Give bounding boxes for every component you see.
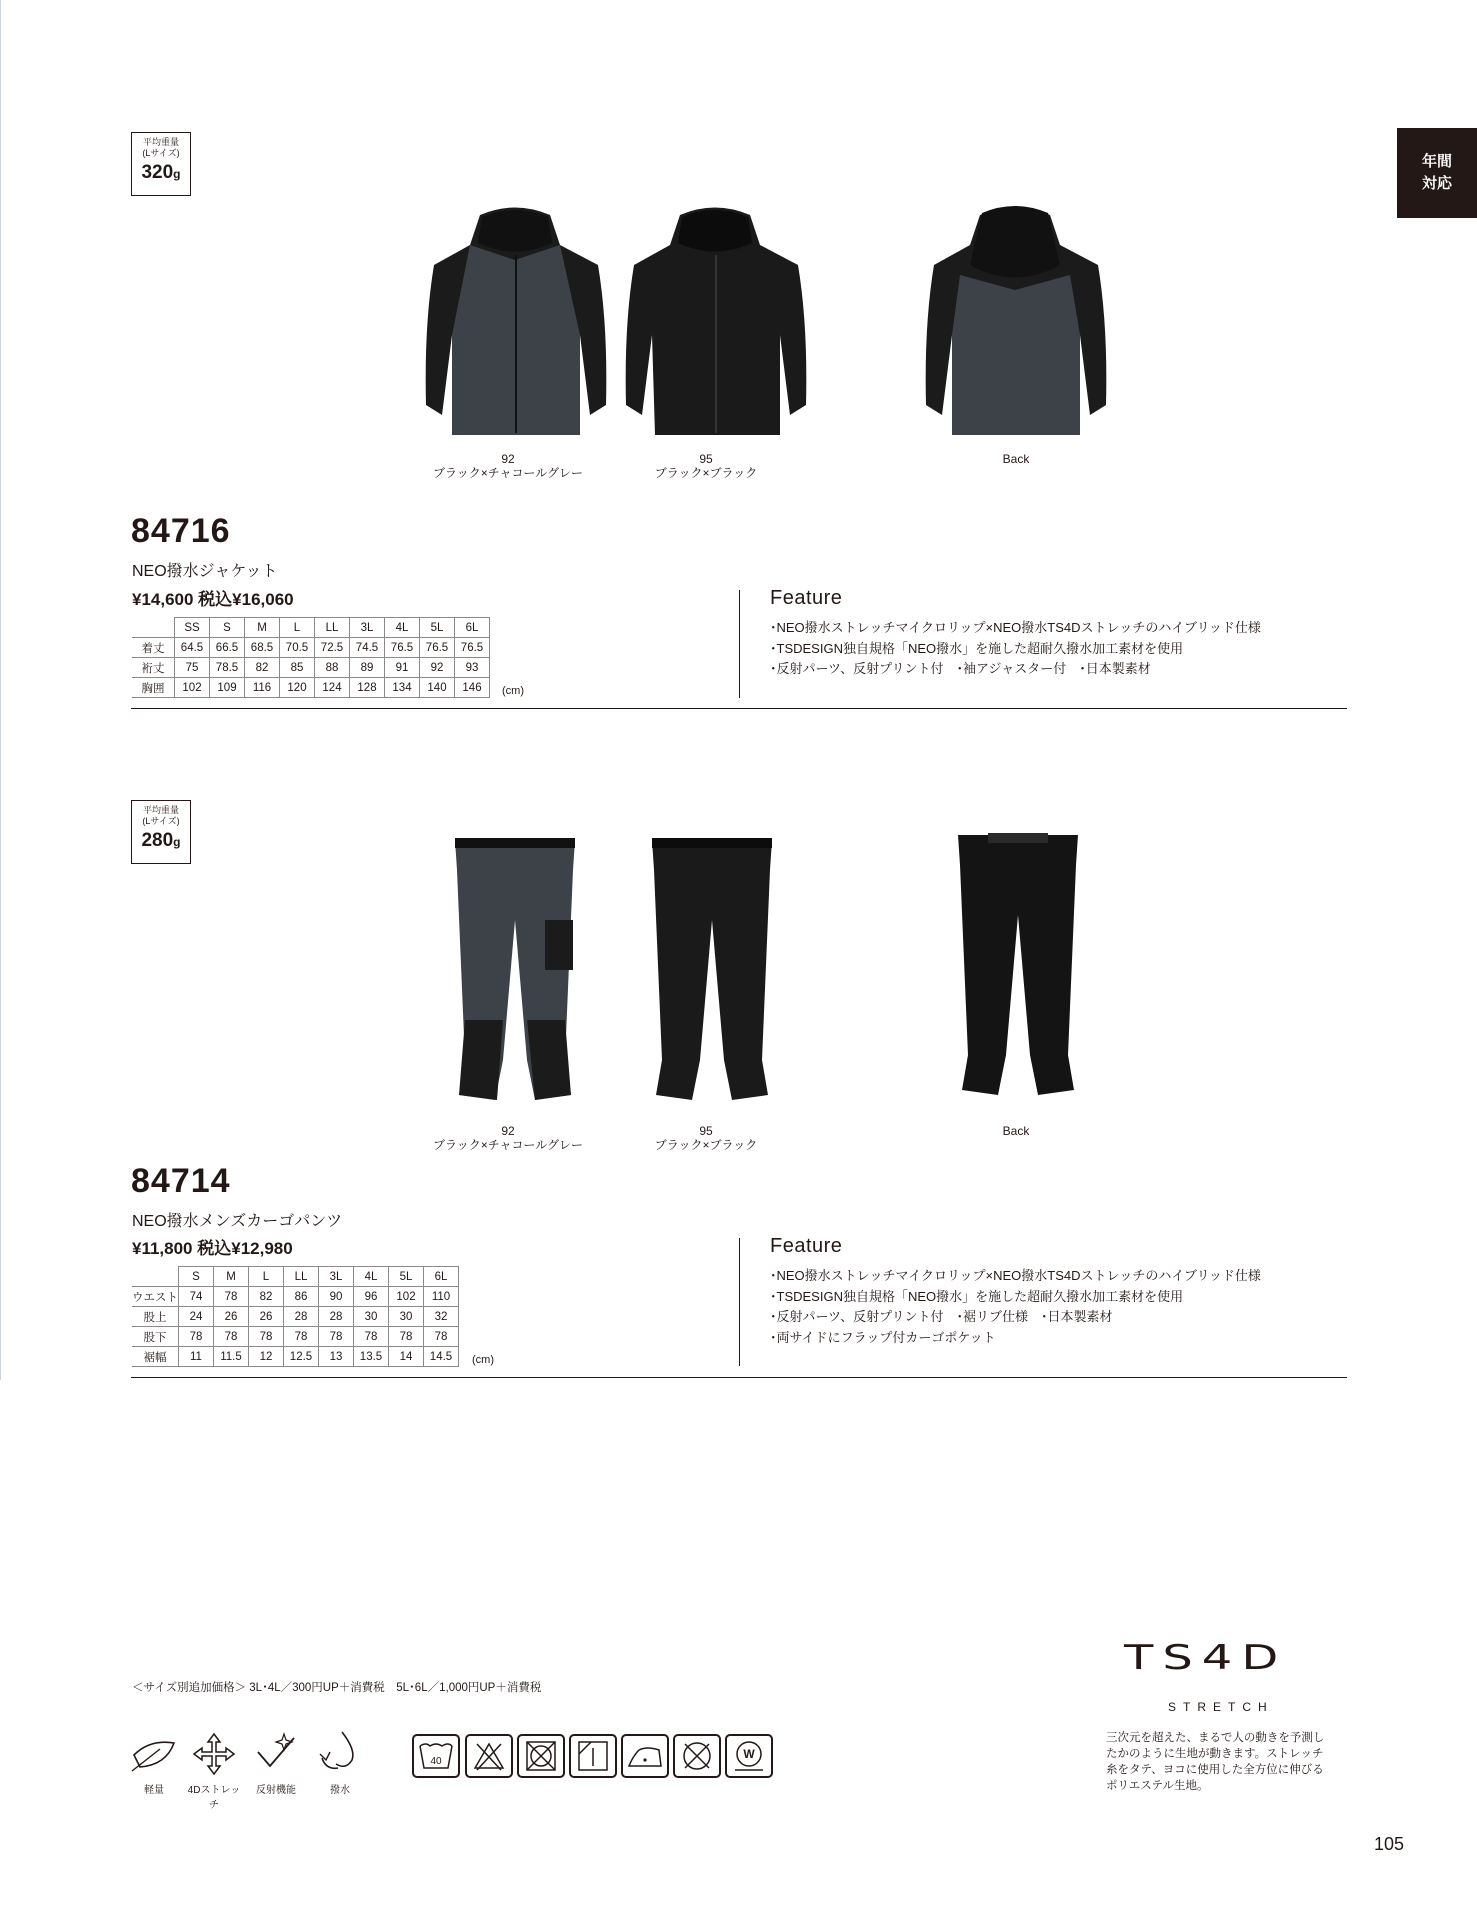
table-cell: 74.5 [350,638,385,658]
table-cell: 76.5 [455,638,490,658]
table-cell: 68.5 [245,638,280,658]
caption-back: Back [1002,452,1030,466]
season-tab [1397,128,1477,218]
product-code: 84716 [131,512,231,550]
no-dry-clean-icon [673,1734,721,1778]
no-tumble-dry-icon [517,1734,565,1778]
table-row: ウエスト 74 78 82 86 90 96 102 110 [132,1287,459,1307]
table-cell: 134 [385,678,420,698]
product-price: ¥14,600 税込¥16,060 [132,590,294,609]
table-cell: 78 [354,1327,389,1347]
table-cell: 70.5 [280,638,315,658]
table-cell: 26 [249,1307,284,1327]
product-name: NEO撥水ジャケット [132,563,278,580]
table-cell: 74 [179,1287,214,1307]
feature-list [770,1266,1261,1348]
table-cell: 92 [420,658,455,678]
iron-low-icon [621,1734,669,1778]
product-price: ¥11,800 税込¥12,980 [132,1239,293,1258]
pants-front-92-image [445,830,585,1105]
feature-item: ･両サイドにフラップ付カーゴポケット [770,1329,996,1345]
svg-text:40: 40 [430,1756,442,1767]
table-cell: 116 [245,678,280,698]
feather-icon [130,1735,178,1775]
feature-title: Feature [770,1235,843,1257]
jacket-back-image [920,205,1110,445]
4d-stretch-icon [190,1730,238,1778]
feature-item: ･TSDESIGN独自規格「NEO撥水」を施した超耐久撥水加工素材を使用 [770,1288,1184,1304]
feature-title: Feature [770,587,843,609]
table-cell: 78.5 [210,658,245,678]
feature-item: ･反射パーツ、反射プリント付 ･裾リブ仕様 ･日本製素材 [770,1309,1113,1324]
table-cell: 102 [175,678,210,698]
caption-95: 95 ブラック×ブラック [654,1124,758,1152]
jacket-front-92-image [420,205,610,445]
brand-description: 三次元を超えた、まるで人の動きを予測し たかのように生地が動きます。ストレッチ 糸をタテ、ヨコに使用した全方位に伸びる ポリエステル生地。 [1106,1732,1325,1792]
table-cell: 78 [214,1287,249,1307]
table-cell: 78 [319,1327,354,1347]
table-cell: 96 [354,1287,389,1307]
table-cell: 128 [350,678,385,698]
svg-text:W: W [743,1747,755,1761]
table-cell: 12 [249,1347,284,1367]
water-repellent-icon [316,1728,364,1776]
feature-item: ･反射パーツ、反射プリント付 ･袖アジャスター付 ･日本製素材 [770,661,1151,676]
table-cell: 14.5 [424,1347,459,1367]
table-cell: 146 [455,678,490,698]
caption-92: 92 ブラック×チャコールグレー [433,452,583,480]
icon-label: 撥水 [330,1785,350,1796]
section-divider [131,1377,1347,1378]
table-cell: 12.5 [284,1347,319,1367]
table-cell: 75 [175,658,210,678]
table-cell: 78 [249,1327,284,1347]
table-cell: 86 [284,1287,319,1307]
wash-40-icon [412,1734,460,1778]
table-cell: 78 [389,1327,424,1347]
weight-badge: 平均重量 (Lサイズ) 320g [131,132,191,196]
feature-item: ･TSDESIGN独自規格「NEO撥水」を施した超耐久撥水加工素材を使用 [770,640,1184,656]
left-margin-line [0,0,1,1380]
caption-back: Back [1002,1124,1030,1138]
table-cell: 76.5 [420,638,455,658]
table-cell: 85 [280,658,315,678]
icon-label: 4Dストレッチ [187,1785,241,1811]
table-cell: 32 [424,1307,459,1327]
table-cell: 13 [319,1347,354,1367]
feature-item: ･NEO撥水ストレッチマイクロリップ×NEO撥水TS4Dストレッチのハイブリッド仕様 [770,1268,1261,1283]
table-cell: 91 [385,658,420,678]
table-cell: 89 [350,658,385,678]
table-cell: 82 [245,658,280,678]
drip-dry-shade-icon [569,1734,617,1778]
size-table: SS S M L LL 3L 4L 5L 6L 着丈 64.5 66.5 68.5 70.5 72.5 74.5 76.5 76.5 76.5 裄丈 75 78.5 82 85 88 89 91 92 93 胸囲 102 109 116 120 124 128 134 140 146 [132,617,490,698]
table-cell: 109 [210,678,245,698]
table-row: 裾幅 11 11.5 12 12.5 13 13.5 14 14.5 [132,1347,459,1367]
weight-badge: 平均重量 (Lサイズ) 280g [131,800,191,864]
table-cell: 78 [424,1327,459,1347]
reflective-icon [252,1732,300,1776]
product-code: 84714 [131,1162,231,1200]
table-cell: 30 [354,1307,389,1327]
table-cell: 11 [179,1347,214,1367]
jacket-front-95-image [620,205,810,445]
icon-label: 反射機能 [256,1785,296,1796]
table-cell: 93 [455,658,490,678]
unit-label: (cm) [472,1354,494,1366]
ts4d-logo: TS4D [1124,1638,1288,1678]
table-cell: 102 [389,1287,424,1307]
feature-divider [739,590,740,698]
section-divider [131,708,1347,709]
icon-label: 軽量 [144,1785,164,1796]
table-cell: 66.5 [210,638,245,658]
table-cell: 28 [319,1307,354,1327]
unit-label: (cm) [502,685,524,697]
stretch-label: STRETCH [1168,1700,1274,1714]
table-row: 股下 78 78 78 78 78 78 78 78 [132,1327,459,1347]
table-cell: 28 [284,1307,319,1327]
feature-list [770,618,1261,680]
feature-divider [739,1238,740,1366]
size-table: S M L LL 3L 4L 5L 6L ウエスト 74 78 82 86 90 96 102 110 股上 24 26 26 28 28 30 30 32 股下 78 78 78 78 78 78 78 78 裾幅 11 11.5 12 12.5 13 13.5 14 14.5 [132,1266,459,1367]
table-cell: 24 [179,1307,214,1327]
table-cell: 72.5 [315,638,350,658]
table-cell: 82 [249,1287,284,1307]
caption-92: 92 ブラック×チャコールグレー [433,1124,583,1152]
table-cell: 78 [284,1327,319,1347]
no-bleach-icon [465,1734,513,1778]
caption-95: 95 ブラック×ブラック [654,452,758,480]
table-cell: 90 [319,1287,354,1307]
table-cell: 110 [424,1287,459,1307]
table-cell: 76.5 [385,638,420,658]
table-row: 胸囲 102 109 116 120 124 128 134 140 146 [132,678,490,698]
feature-item: ･NEO撥水ストレッチマイクロリップ×NEO撥水TS4Dストレッチのハイブリッド仕様 [770,620,1261,635]
product-name: NEO撥水メンズカーゴパンツ [132,1213,343,1230]
table-cell: 13.5 [354,1347,389,1367]
season-tab-line2: 対応 [1421,175,1452,192]
table-cell: 30 [389,1307,424,1327]
pants-front-95-image [642,830,782,1105]
table-row: 股上 24 26 26 28 28 30 30 32 [132,1307,459,1327]
size-price-note: ＜サイズ別追加価格＞ 3L･4L／300円UP＋消費税 5L･6L／1,000円UP＋消費税 [132,1682,542,1694]
season-tab-line1: 年間 [1421,153,1452,170]
table-row: 裄丈 75 78.5 82 85 88 89 91 92 93 [132,658,490,678]
pants-back-image [948,825,1088,1105]
table-cell: 88 [315,658,350,678]
table-row: 着丈 64.5 66.5 68.5 70.5 72.5 74.5 76.5 76.5 76.5 [132,638,490,658]
table-cell: 120 [280,678,315,698]
table-cell: 140 [420,678,455,698]
table-cell: 11.5 [214,1347,249,1367]
page-number: 105 [1374,1834,1405,1854]
table-cell: 14 [389,1347,424,1367]
table-cell: 26 [214,1307,249,1327]
table-cell: 78 [179,1327,214,1347]
table-cell: 78 [214,1327,249,1347]
table-cell: 64.5 [175,638,210,658]
table-cell: 124 [315,678,350,698]
wet-clean-icon [725,1734,773,1778]
